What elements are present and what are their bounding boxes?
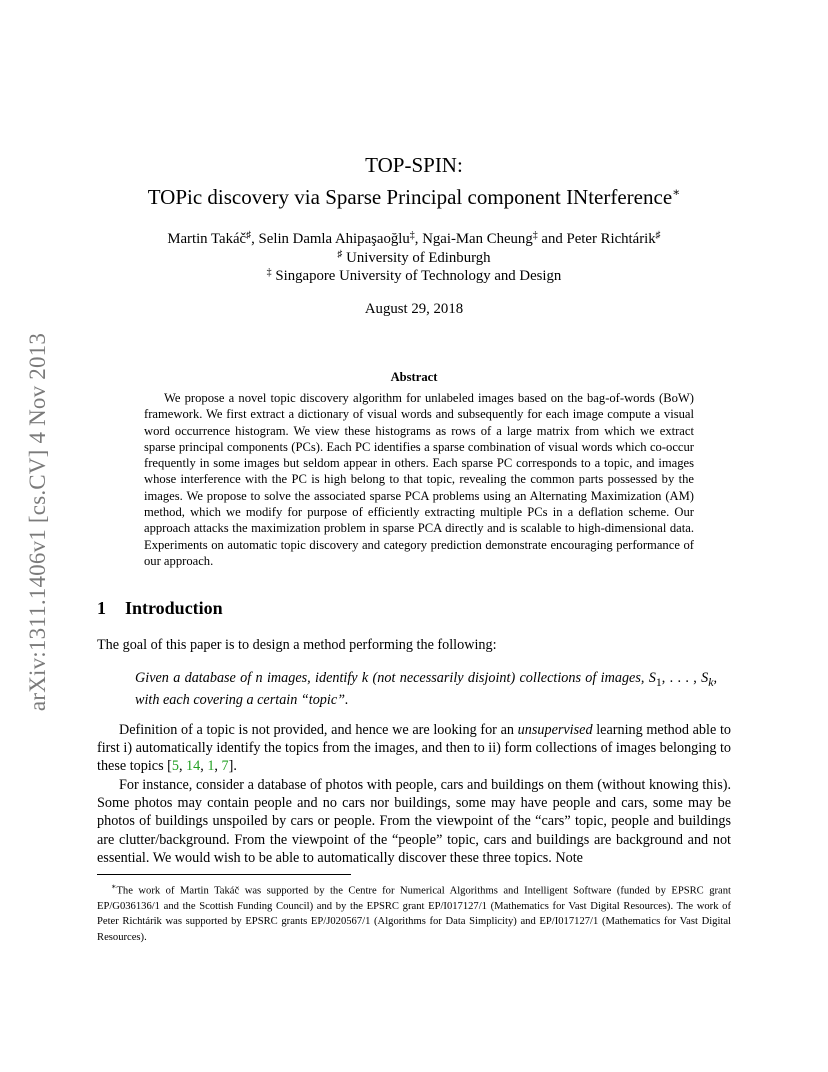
paper-title-line2 bbox=[97, 179, 731, 210]
footnote-funding: ∗The work of Martin Takáč was supported by the Centre for Numerical Algorithms and Intelligent Software (funded by EPSRC grant EP/G036136/1 and the Scottish Funding Council) and by the EPSRC grant EP/I017127/1 (Mathematics for Vast Digital Resources). The work of Peter Richtárik was supported by EPSRC grants EP/J020567/1 (Algorithms for Data Simplicity) and EP/I017127/1 (Mathematics for Vast Digital Resources). bbox=[97, 882, 731, 943]
paper-title-line1: TOP-SPIN: bbox=[365, 153, 463, 177]
title-footnote-mark: ∗ bbox=[672, 185, 681, 199]
emphasis-unsupervised: unsupervised bbox=[517, 722, 593, 738]
affiliation-sutd: ‡ Singapore University of Technology and Design bbox=[266, 267, 562, 284]
footnote-mark: ∗ bbox=[111, 882, 117, 891]
author-name: Peter Richtárik bbox=[566, 231, 656, 247]
author-name: Martin Takáč bbox=[167, 231, 247, 247]
paper-date: August 29, 2018 bbox=[364, 301, 464, 317]
footnote-divider bbox=[97, 874, 351, 875]
citation-link[interactable]: 1 bbox=[207, 758, 215, 775]
intro-paragraph-3: For instance, consider a database of photos with people, cars and buildings on them (without knowing this). Some photos may contain people and no cars nor buildings, some may have people and cars, some may be photos of buildings unspoiled by cars or people. From the viewpoint of the “cars” topic, people and buildings are clutter/background. From the viewpoint of the “people” topic, cars and buildings are background and not essential. We would wish to be able to automatically discover these three topics. Note bbox=[97, 777, 731, 866]
author-list: Martin Takáč♯, Selin Damla Ahipaşaoğlu‡, Ngai-Man Cheung‡ and Peter Richtárik♯ bbox=[167, 230, 661, 247]
author-name: Selin Damla Ahipaşaoğlu bbox=[258, 231, 410, 247]
abstract-heading: Abstract bbox=[390, 370, 438, 384]
section-title: Introduction bbox=[125, 598, 223, 618]
author-name: Ngai-Man Cheung bbox=[422, 231, 533, 247]
citation-link[interactable]: 7 bbox=[221, 758, 229, 775]
arxiv-identifier: arXiv:1311.1406v1 [cs.CV] 4 Nov 2013 bbox=[25, 332, 50, 712]
author-mark: ‡ bbox=[532, 230, 538, 241]
citation-link[interactable]: 5 bbox=[171, 758, 179, 775]
author-mark: ‡ bbox=[409, 230, 415, 241]
author-mark: ♯ bbox=[246, 230, 252, 241]
section-number: 1 bbox=[97, 598, 106, 618]
affiliation-edinburgh: ♯ University of Edinburgh bbox=[337, 249, 491, 266]
arxiv-sidebar bbox=[26, 292, 50, 752]
intro-paragraph-1: The goal of this paper is to design a method performing the following: bbox=[97, 637, 497, 653]
paper-title-text: TOPic discovery via Sparse Principal component INterference bbox=[147, 185, 673, 209]
intro-paragraph-2: Definition of a topic is not provided, and hence we are looking for an unsupervised learning method able to first i) automatically identify the topics from the images, and then to ii) form collections of images belonging to these topics [5, 14, 1, 7]. bbox=[97, 722, 731, 775]
author-mark: ♯ bbox=[655, 230, 661, 241]
problem-statement: Given a database of n images, identify k (not necessarily disjoint) collections of images, $S_1$, . . . , $S_k$, with each covering a certain “topic”. bbox=[135, 670, 718, 709]
citation-link[interactable]: 14 bbox=[186, 758, 201, 775]
section-heading-introduction bbox=[97, 598, 223, 619]
abstract-text: We propose a novel topic discovery algorithm for unlabeled images based on the bag-of-words (BoW) framework. We first extract a dictionary of visual words and subsequently for each image compute a visual word occurrence histogram. We view these histograms as rows of a large matrix from which we extract sparse principal components (PCs). Each PC identifies a sparse combination of visual words which co-occur frequently in some images but seldom appear in others. Each sparse PC corresponds to a topic, and images whose interference with the PC is high belong to that topic, revealing the common parts possessed by the images. We propose to solve the associated sparse PCA problems using an Alternating Maximization (AM) method, which we modify for purpose of efficiently extracting multiple PCs in a deflation scheme. Our approach attacks the maximization problem in sparse PCA directly and is scalable to high-dimensional data. Experiments on automatic topic discovery and category prediction demonstrate encouraging performance of our approach. bbox=[144, 391, 694, 568]
